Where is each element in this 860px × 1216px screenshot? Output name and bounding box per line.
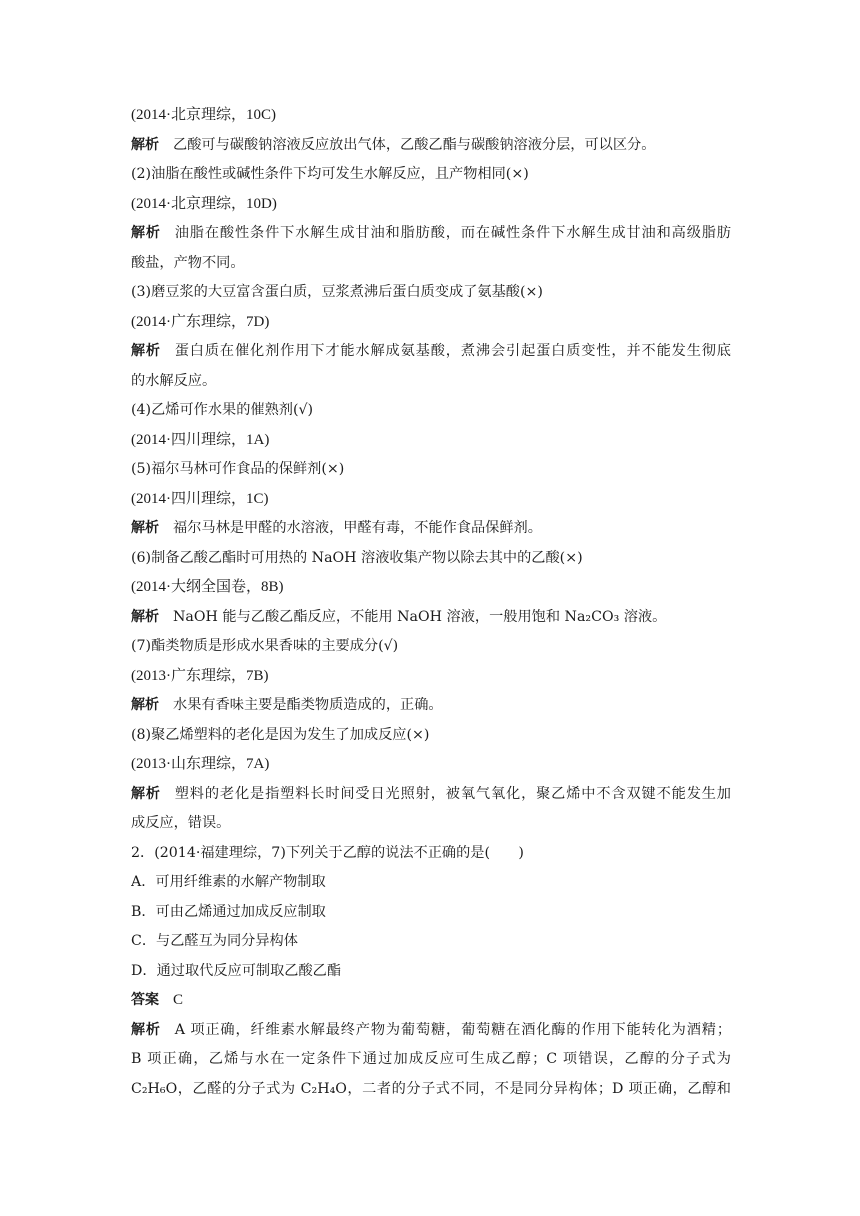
statement-line [131, 455, 731, 485]
analysis-label: 解析 [131, 136, 159, 153]
line-text: 酸盐，产物不同。 [131, 254, 245, 271]
line-text: A 项正确，纤维素水解最终产物为葡萄糖，葡萄糖在酒化酶的作用下能转化为酒精； [174, 1021, 731, 1038]
line-text: 水果有香味主要是酯类物质造成的，正确。 [173, 697, 443, 713]
analysis-line [131, 1016, 731, 1046]
statement-line [131, 160, 731, 190]
line-text: 油脂在酸性条件下水解生成甘油和脂肪酸，而在碱性条件下水解生成甘油和高级脂肪 [174, 225, 731, 241]
line-text: (2014·广东理综，7D) [131, 313, 270, 330]
line-text: C．与乙醛互为同分异构体 [131, 933, 298, 949]
analysis-label: 解析 [131, 785, 161, 802]
analysis-line [131, 219, 731, 249]
analysis-line [131, 514, 731, 544]
line-text: 塑料的老化是指塑料长时间受日光照射，被氧气氧化，聚乙烯中不含双键不能发生加 [174, 785, 731, 802]
line-text: 蛋白质在催化剂作用下才能水解成氨基酸，煮沸会引起蛋白质变性，并不能发生彻底 [174, 343, 731, 359]
statement-line [131, 927, 731, 957]
line-text: (2013·山东理综，7A) [131, 756, 270, 772]
line-text: (5)福尔马林可作食品的保鲜剂(×) [131, 461, 345, 477]
line-text: 的水解反应。 [131, 372, 217, 389]
line-text: (6)制备乙酸乙酯时可用热的 NaOH 溶液收集产物以除去其中的乙酸(×) [131, 549, 583, 566]
continuation-line [131, 1075, 731, 1105]
line-text: (4)乙烯可作水果的催熟剂(√) [131, 402, 314, 418]
line-text: (3)磨豆浆的大豆富含蛋白质，豆浆煮沸后蛋白质变成了氨基酸(×) [131, 284, 543, 300]
source-citation [131, 750, 731, 780]
line-text: (2013·广东理综，7B) [131, 667, 269, 684]
continuation-line [131, 249, 731, 279]
analysis-label: 解析 [131, 697, 159, 713]
statement-line [131, 632, 731, 662]
line-text: 乙酸可与碳酸钠溶液反应放出气体，乙酸乙酯与碳酸钠溶液分层，可以区分。 [173, 136, 656, 153]
source-citation [131, 662, 731, 692]
line-text: B．可由乙烯通过加成反应制取 [131, 903, 326, 920]
line-text: A．可用纤维素的水解产物制取 [131, 874, 326, 890]
statement-line [131, 898, 731, 928]
continuation-line [131, 809, 731, 839]
line-text: D．通过取代反应可制取乙酸乙酯 [131, 962, 342, 979]
analysis-line [131, 691, 731, 721]
source-citation [131, 101, 731, 131]
analysis-label: 解析 [131, 225, 161, 241]
answer-line [131, 986, 731, 1016]
analysis-line [131, 131, 731, 161]
source-citation [131, 426, 731, 456]
statement-line [131, 868, 731, 898]
source-citation [131, 190, 731, 220]
analysis-line [131, 337, 731, 367]
line-text: (2014·北京理综，10D) [131, 195, 277, 212]
line-text: 2．(2014·福建理综，7)下列关于乙醇的说法不正确的是( ) [131, 844, 524, 861]
continuation-line [131, 367, 731, 397]
statement-line [131, 278, 731, 308]
statement-line [131, 544, 731, 574]
line-text: (7)酯类物质是形成水果香味的主要成分(√) [131, 638, 399, 654]
answer-label: 答案 [131, 992, 159, 1008]
statement-line [131, 396, 731, 426]
line-text: 成反应，错误。 [131, 815, 231, 831]
line-text: C₂H₆O，乙醛的分子式为 C₂H₄O，二者的分子式不同，不是同分异构体；D 项正确，乙醇和 [131, 1080, 731, 1097]
document-body [131, 101, 731, 1104]
statement-line [131, 839, 731, 869]
source-citation [131, 308, 731, 338]
line-text: (2014·大纲全国卷，8B) [131, 579, 284, 595]
analysis-line [131, 780, 731, 810]
source-citation [131, 573, 731, 603]
line-text: B 项正确，乙烯与水在一定条件下通过加成反应可生成乙醇；C 项错误，乙醇的分子式为 [131, 1051, 731, 1067]
analysis-line [131, 603, 731, 633]
line-text: (2014·北京理综，10C) [131, 107, 276, 123]
line-text: 福尔马林是甲醛的水溶液，甲醛有毒，不能作食品保鲜剂。 [173, 520, 542, 536]
analysis-label: 解析 [131, 520, 159, 536]
continuation-line [131, 1045, 731, 1075]
line-text: NaOH 能与乙酸乙酯反应，不能用 NaOH 溶液，一般用饱和 Na₂CO₃ 溶液。 [173, 608, 667, 625]
source-citation [131, 485, 731, 515]
line-text: (8)聚乙烯塑料的老化是因为发生了加成反应(×) [131, 726, 430, 743]
analysis-label: 解析 [131, 343, 161, 359]
analysis-label: 解析 [131, 608, 159, 625]
line-text: (2)油脂在酸性或碱性条件下均可发生水解反应，且产物相同(×) [131, 166, 529, 182]
analysis-label: 解析 [131, 1021, 161, 1038]
line-text: C [173, 992, 184, 1008]
line-text: (2014·四川理综，1C) [131, 490, 269, 507]
statement-line [131, 957, 731, 987]
statement-line [131, 721, 731, 751]
line-text: (2014·四川理综，1A) [131, 431, 270, 448]
